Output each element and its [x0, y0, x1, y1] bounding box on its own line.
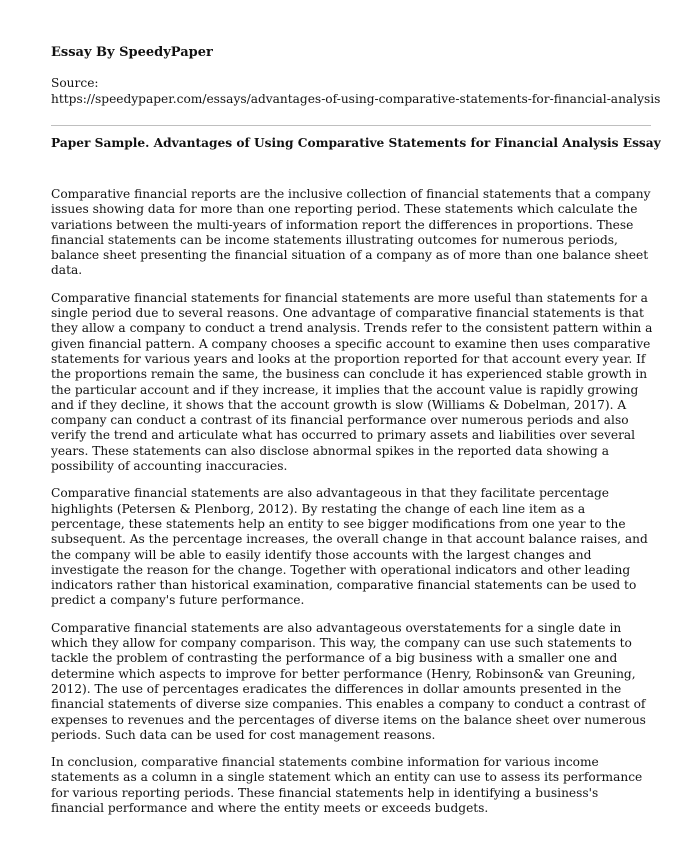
site-header-title: Essay By SpeedyPaper [51, 45, 213, 60]
source-label: Source: [51, 76, 99, 90]
essay-title: Paper Sample. Advantages of Using Comparative Statements for Financial Analysis Essay [51, 136, 661, 150]
source-url: https://speedypaper.com/essays/advantages-of-using-comparative-statements-for-financial-analysis [51, 92, 661, 106]
paragraph: Comparative financial statements are also advantageous overstatements for a single date in which they allow for company comparison. This way, the company can use such statements to tackle the problem of contrasting the performance of a big business with a smaller one and determine which aspects to improve for better performance (Henry, Robinson& van Greuning, 2012). The use of percentages eradicates the differences in dollar amounts presented in the financial statements of diverse size companies. This enables a company to conduct a contrast of expenses to revenues and the percentages of diverse items on the balance sheet over numerous periods. Such data can be used for cost management reasons. [51, 620, 646, 742]
paragraph: In conclusion, comparative financial statements combine information for various income statements as a column in a single statement which an entity can use to assess its performance for various reporting periods. These financial statements help in identifying a business's financial performance and where the entity meets or exceeds budgets. [51, 755, 643, 815]
header-divider [51, 125, 651, 126]
paragraph: Comparative financial reports are the inclusive collection of financial statements that a company issues showing data for more than one reporting period. These statements which calculate the variations between the multi-years of information report the differences in proportions. These financial statements can be income statements illustrating outcomes for numerous periods, balance sheet presenting the financial situation of a company as of more than one balance sheet data. [51, 187, 651, 278]
source-block [51, 75, 671, 107]
paragraph: Comparative financial statements for financial statements are more useful than statements for a single period due to several reasons. One advantage of comparative financial statements is that they allow a company to conduct a trend analysis. Trends refer to the consistent pattern within a given financial pattern. A company chooses a specific account to examine then uses comparative statements for various years and looks at the proportion reported for that account every year. If the proportions remain the same, the business can conclude it has experienced stable growth in the particular account and if they increase, it implies that the account value is rapidly growing and if they decline, it shows that the account growth is slow (Williams & Dobelman, 2017). A company can conduct a contrast of its financial performance over numerous periods and also verify the trend and articulate what has occurred to primary assets and liabilities over several years. These statements can also disclose abnormal spikes in the reported data showing a possibility of accounting inaccuracies. [51, 290, 653, 474]
paragraph: Comparative financial statements are also advantageous in that they facilitate percentage highlights (Petersen & Plenborg, 2012). By restating the change of each line item as a percentage, these statements help an entity to see bigger modifications from one year to the subsequent. As the percentage increases, the overall change in that account balance raises, and the company will be able to easily identify those accounts with the largest changes and investigate the reason for the change. Together with operational indicators and other leading indicators rather than historical examination, comparative financial statements can be used to predict a company's future performance. [51, 486, 648, 608]
essay-body [51, 187, 654, 828]
